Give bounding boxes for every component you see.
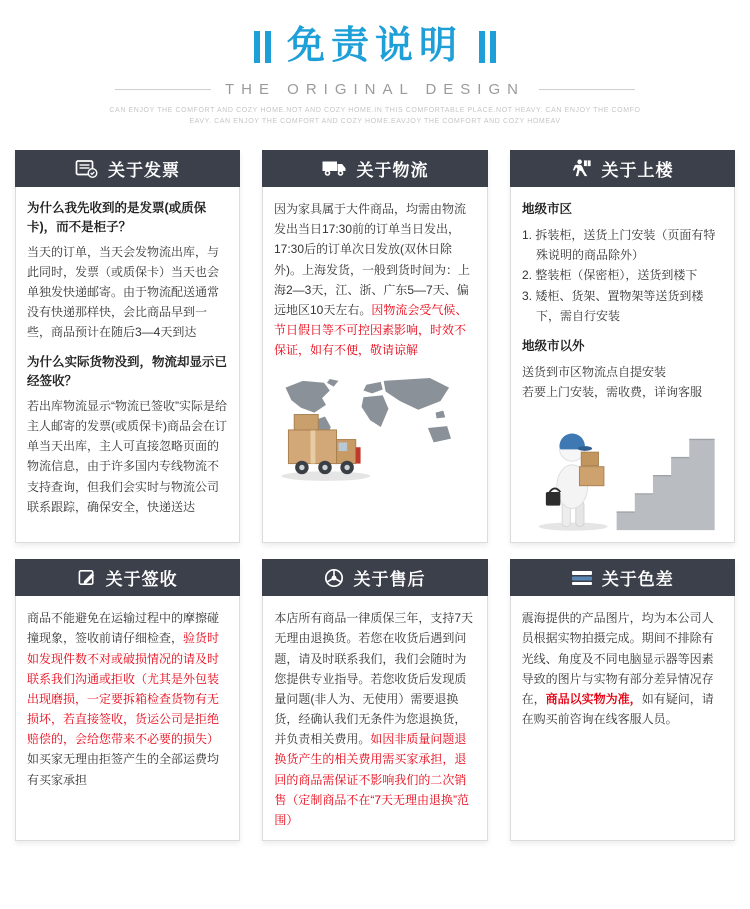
invoice-answer-2: 若出库物流显示“物流已签收”实际是给主人邮寄的发票(或质保卡)商品会在订单当天出库，主人可直接忽略页面的物流信息，由于许多国内专线物流不支持查询，但我们会实时与物流公司联系跟踪，确保安全，快递送达	[27, 398, 227, 514]
delivery-person-stairs-image	[525, 414, 721, 532]
taglines	[0, 105, 750, 127]
card-upstairs-header	[510, 150, 735, 187]
page-title: 免责说明	[286, 25, 463, 67]
tagline-1: CAN ENJOY THE COMFORT AND COZY HOME.NOT AND COZY HOME.IN THIS COMFORTABLE PLACE.NOT HEAVY. CAN ENJOY THE COMFO	[109, 106, 641, 114]
cards-row-2	[0, 559, 750, 841]
card-invoice-title: 关于发票	[108, 161, 180, 181]
card-invoice-header	[15, 150, 240, 187]
upstairs-heading-city: 地级市区	[522, 202, 573, 217]
page-header	[0, 0, 750, 127]
subtitle-row	[0, 81, 750, 98]
card-invoice	[15, 150, 240, 543]
card-logistics	[262, 150, 488, 543]
card-aftersale-header	[262, 559, 487, 596]
card-aftersale	[262, 559, 487, 841]
card-invoice-body	[16, 187, 239, 542]
subtitle-line-right	[539, 89, 635, 90]
logistics-text-red: 因物流会受气候、节日假日等不可控因素影响，时效不保证，如有不便，敬请谅解	[274, 302, 468, 358]
upstairs-item-2: 2. 整装柜（保密柜），送货到楼下	[522, 268, 698, 283]
logistics-text	[274, 199, 476, 360]
colordiff-text-red: 商品以实物为准，	[545, 691, 642, 706]
card-sign-title: 关于签收	[105, 570, 178, 590]
card-colordiff	[510, 559, 735, 841]
title-row	[0, 26, 750, 68]
colordiff-text-2: 如有疑问，请在购买前咨询在线客服人员。	[521, 691, 714, 727]
world-map-truck-image	[274, 372, 476, 484]
card-sign	[15, 559, 240, 841]
card-upstairs-body	[511, 187, 734, 542]
logistics-text-black: 因为家具属于大件商品，均需由物流发出当日17:30前的订单当日发出，17:30后的订单次日发放(双休日除外)。上海发货，一般到货时间为：上海2—3天，江、浙、广东5—7天、偏远地区10天左右。	[274, 202, 470, 317]
invoice-question-1: 为什么我先收到的是发票(或质保卡)，而不是柜子？	[27, 201, 207, 234]
sign-text-1: 商品不能避免在运输过程中的摩擦碰撞现象，签收前请仔细检查，	[27, 611, 220, 646]
card-colordiff-body	[511, 596, 734, 840]
invoice-answer-1: 当天的订单，当天会发物流出库，与此同时，发票（或质保卡）当天也会单独发快递邮寄。由于物流配送通常没有快递那样快，会比商品早到一些，商品预计在随后3—4天到达	[27, 244, 220, 340]
card-sign-header	[15, 559, 240, 596]
invoice-question-2: 为什么实际货物没到，物流却显示已经签收？	[27, 355, 228, 389]
upstairs-item-1: 1. 拆装柜，送货上门安装（页面有特殊说明的商品除外）	[522, 228, 716, 263]
truck-icon	[322, 159, 348, 178]
upstairs-note-2: 若要上门安装，需收费，详询客服	[522, 385, 703, 400]
sign-pen-icon	[78, 568, 97, 587]
card-logistics-body	[263, 187, 487, 542]
upstairs-item-3: 3. 矮柜、货架、置物架等送货到楼下，需自行安装	[522, 288, 704, 323]
sign-text-red: 验货时如发现件数不对或破损情况的请及时联系我们沟通或拒收（尤其是外包装出现磨损，一定要拆箱检查货物有无损坏，若直接签收，货运公司是拒绝赔偿的，会给您带来不必要的损失）	[27, 631, 220, 747]
card-colordiff-header	[510, 559, 735, 596]
card-upstairs-title: 关于上楼	[601, 161, 674, 181]
card-colordiff-title: 关于色差	[601, 570, 674, 590]
carry-upstairs-icon	[572, 158, 593, 179]
title-deco-right	[479, 31, 496, 63]
card-logistics-title: 关于物流	[356, 161, 429, 181]
upstairs-note-1: 送货到市区物流点自提安装	[522, 364, 667, 379]
aftersale-text-1: 本店所有商品一律质保三年，支持7天无理由退换货。若您在收货后遇到问题，请及时联系我们，我们会随时为您提供专业指导。若您收货后发现质量问题(非人为、无使用）需要退换货，经确认我们无条件为您退换货，并负责相关费用。	[274, 611, 474, 747]
card-logistics-header	[262, 150, 488, 187]
invoice-icon	[75, 159, 99, 179]
tagline-2: EAVY. CAN ENJOY THE COMFORT AND COZY HOME.EAVJOY THE COMFORT AND COZY HOMEAV	[189, 117, 561, 125]
card-upstairs	[510, 150, 735, 543]
card-aftersale-body	[263, 596, 486, 840]
sign-text-2: 如买家无理由拒签产生的全部运费均有买家承担	[27, 752, 220, 787]
cards-row-1	[0, 150, 750, 543]
subtitle-line-left	[115, 89, 211, 90]
title-deco-left	[254, 31, 271, 63]
steering-wheel-icon	[324, 568, 344, 588]
page-subtitle: THE ORIGINAL DESIGN	[225, 80, 525, 98]
card-aftersale-title: 关于售后	[353, 570, 426, 590]
card-sign-body	[16, 596, 239, 840]
colordiff-text-1: 震海提供的产品图片，均为本公司人员根据实物拍摄完成。期间不排除有光线、角度及不同电脑显示器等因素导致的图片与实物有部分差异情况存在，	[521, 611, 714, 706]
aftersale-text-red: 如因非质量问题退换货产生的相关费用需买家承担，退回的商品需保证不影响我们的二次销售（定制商品不在“7天无理由退换”范围）	[274, 732, 469, 827]
color-swatch-icon	[571, 570, 593, 586]
upstairs-heading-outside: 地级市以外	[522, 338, 585, 353]
